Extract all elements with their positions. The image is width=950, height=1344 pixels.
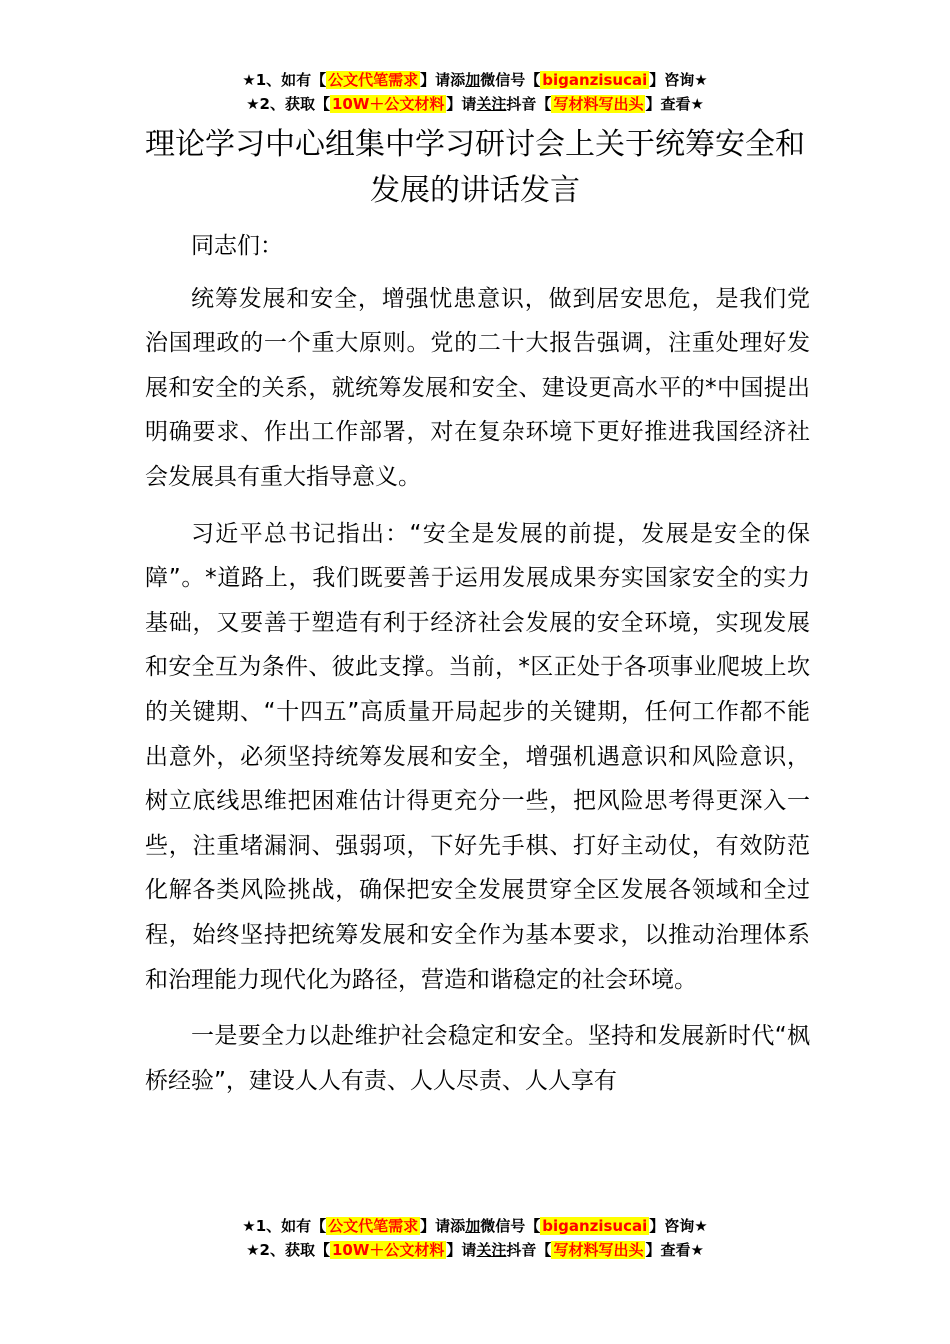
footer-banner	[0, 1214, 950, 1262]
banner-highlight: 写材料写出头	[553, 95, 644, 113]
paragraph: 一是要全力以赴维护社会稳定和安全。坚持和发展新时代“枫桥经验”，建设人人有责、人人尽责、人人享有	[145, 1023, 810, 1094]
banner-text: 加	[465, 1217, 481, 1235]
paragraph: 统筹发展和安全，增强忧患意识，做到居安思危，是我们党治国理政的一个重大原则。党的二十大报告强调，注重处理好发展和安全的关系，就统筹发展和安全、建设更高水平的*中国提出明确要求、作出工作部署，对在复杂环境下更好推进我国经济社会发展具有重大指导意义。	[145, 285, 810, 490]
document-title: 理论学习中心组集中学习研讨会上关于统筹安全和发展的讲话发言	[145, 127, 805, 208]
banner-text: ★2、获取【	[246, 95, 330, 113]
salutation: 同志们：	[191, 233, 283, 259]
banner-text: 抖音【	[506, 95, 552, 113]
banner-text: 】请添	[420, 1217, 466, 1235]
banner-highlight: 公文代笔需求	[328, 71, 419, 89]
banner-text: 】咨询★	[649, 71, 708, 89]
document-body	[145, 224, 810, 1115]
banner-text: 微信号【	[480, 71, 541, 89]
banner-line-1	[0, 1214, 950, 1238]
banner-text: 加	[465, 71, 481, 89]
banner-text: ★1、如有【	[242, 71, 327, 89]
banner-line-2	[0, 92, 950, 116]
paragraph: 习近平总书记指出：“安全是发展的前提，发展是安全的保障”。*道路上，我们既要善于运用发展成果夯实国家安全的实力基础，又要善于塑造有利于经济社会发展的安全环境，实现发展和安全互为条件、彼此支撑。当前，*区正处于各项事业爬坡上坎的关键期、“十四五”高质量开局起步的关键期，任何工作都不能出意外，必须坚持统筹发展和安全，增强机遇意识和风险意识，树立底线思维把困难估计得更充分一些，把风险思考得更深入一些，注重堵漏洞、强弱项，下好先手棋、打好主动仗，有效防范化解各类风险挑战，确保把安全发展贯穿全区发展各领域和全过程，始终坚持把统筹发展和安全作为基本要求，以推动治理体系和治理能力现代化为路径，营造和谐稳定的社会环境。	[145, 520, 810, 993]
banner-text: 】请	[446, 1241, 477, 1259]
banner-text: ★1、如有【	[242, 1217, 327, 1235]
banner-highlight: biganzisucai	[542, 71, 648, 89]
banner-line-1	[0, 68, 950, 92]
header-banner	[0, 68, 950, 116]
banner-text: 微信号【	[480, 1217, 541, 1235]
banner-highlight: 写材料写出头	[553, 1241, 644, 1259]
banner-highlight: 10W＋公文材料	[331, 1241, 445, 1259]
banner-line-2	[0, 1238, 950, 1262]
banner-text: 】咨询★	[649, 1217, 708, 1235]
banner-text: ★2、获取【	[246, 1241, 330, 1259]
banner-text: 抖音【	[506, 1241, 552, 1259]
banner-text: 关注	[476, 1241, 507, 1259]
banner-text: 】请	[446, 95, 477, 113]
banner-highlight: 公文代笔需求	[328, 1217, 419, 1235]
banner-text: 】查看★	[645, 95, 704, 113]
banner-text: 】请添	[420, 71, 466, 89]
banner-highlight: biganzisucai	[542, 1217, 648, 1235]
banner-text: 关注	[476, 95, 507, 113]
banner-text: 】查看★	[645, 1241, 704, 1259]
banner-highlight: 10W＋公文材料	[331, 95, 445, 113]
